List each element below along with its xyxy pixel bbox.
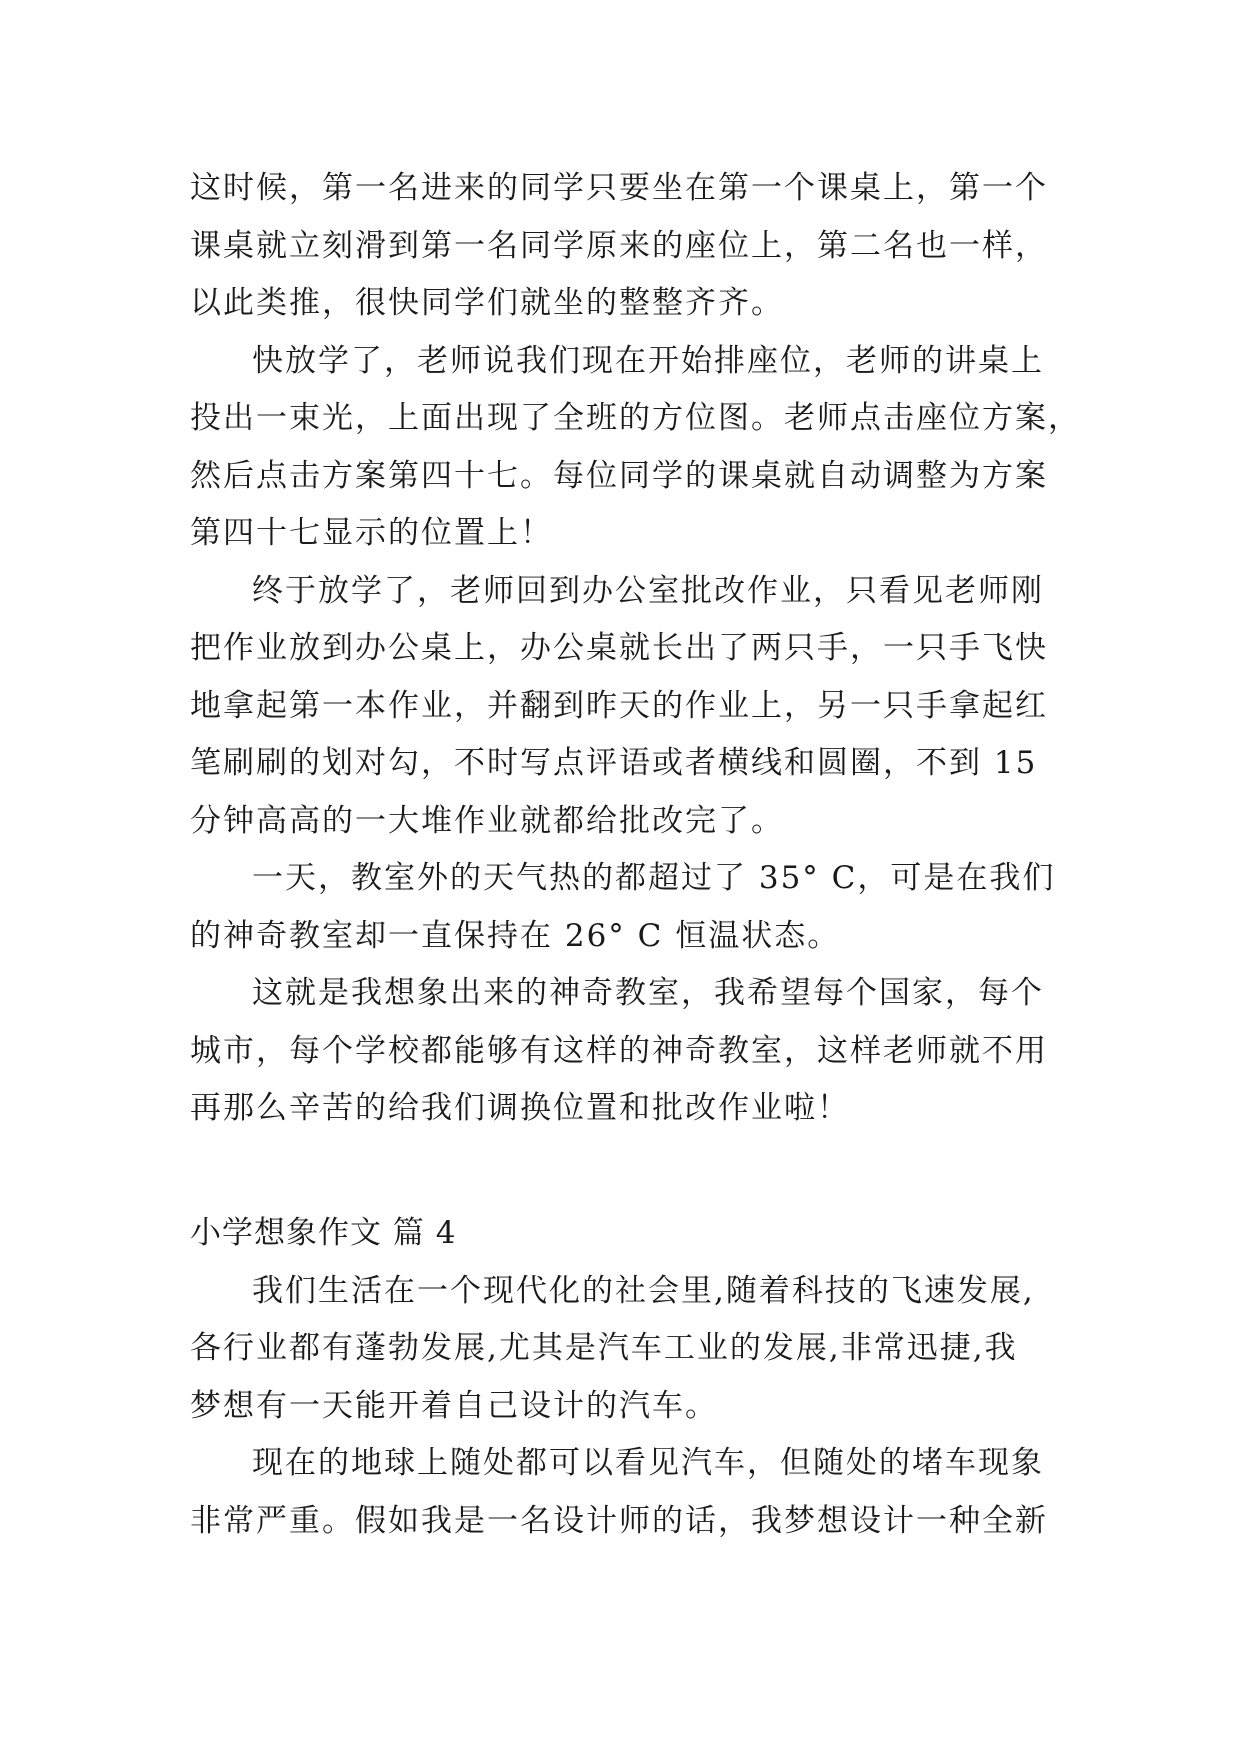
paragraph-first-line: 一天，教室外的天气热的都超过了 35° C，可是在我们 [252,860,1056,896]
text-line: 梦想有一天能开着自己设计的汽车。 [190,1388,718,1424]
text-line: 各行业都有蓬勃发展,尤其是汽车工业的发展,非常迅捷,我 [190,1330,1018,1366]
text-line: 然后点击方案第四十七。每位同学的课桌就自动调整为方案 [190,458,1048,494]
text-line: 分钟高高的一大堆作业就都给批改完了。 [190,803,784,839]
text-line: 以此类推，很快同学们就坐的整整齐齐。 [190,285,784,321]
text-line: 非常严重。假如我是一名设计师的话，我梦想设计一种全新 [190,1503,1048,1539]
text-line: 的神奇教室却一直保持在 26° C 恒温状态。 [190,918,841,954]
section-heading: 小学想象作文 篇 4 [190,1215,457,1251]
text-line: 第四十七显示的位置上！ [190,515,553,551]
paragraph-first-line: 快放学了，老师说我们现在开始排座位，老师的讲桌上 [252,343,1044,379]
text-line: 投出一束光，上面出现了全班的方位图。老师点击座位方案， [190,400,1081,436]
paragraph-first-line: 终于放学了，老师回到办公室批改作业，只看见老师刚 [252,573,1044,609]
text-line: 把作业放到办公桌上，办公桌就长出了两只手，一只手飞快 [190,630,1048,666]
text-line: 这时候，第一名进来的同学只要坐在第一个课桌上，第一个 [190,170,1048,206]
text-line: 再那么辛苦的给我们调换位置和批改作业啦！ [190,1090,850,1126]
text-line: 课桌就立刻滑到第一名同学原来的座位上，第二名也一样， [190,228,1048,264]
paragraph-first-line: 这就是我想象出来的神奇教室，我希望每个国家，每个 [252,975,1044,1011]
paragraph-first-line: 我们生活在一个现代化的社会里,随着科技的飞速发展, [252,1273,1035,1309]
paragraph-first-line: 现在的地球上随处都可以看见汽车，但随处的堵车现象 [252,1445,1044,1481]
text-line: 地拿起第一本作业，并翻到昨天的作业上，另一只手拿起红 [190,688,1048,724]
text-line: 笔刷刷的划对勾，不时写点评语或者横线和圆圈，不到 15 [190,745,1038,781]
text-line: 城市，每个学校都能够有这样的神奇教室，这样老师就不用 [190,1033,1048,1069]
